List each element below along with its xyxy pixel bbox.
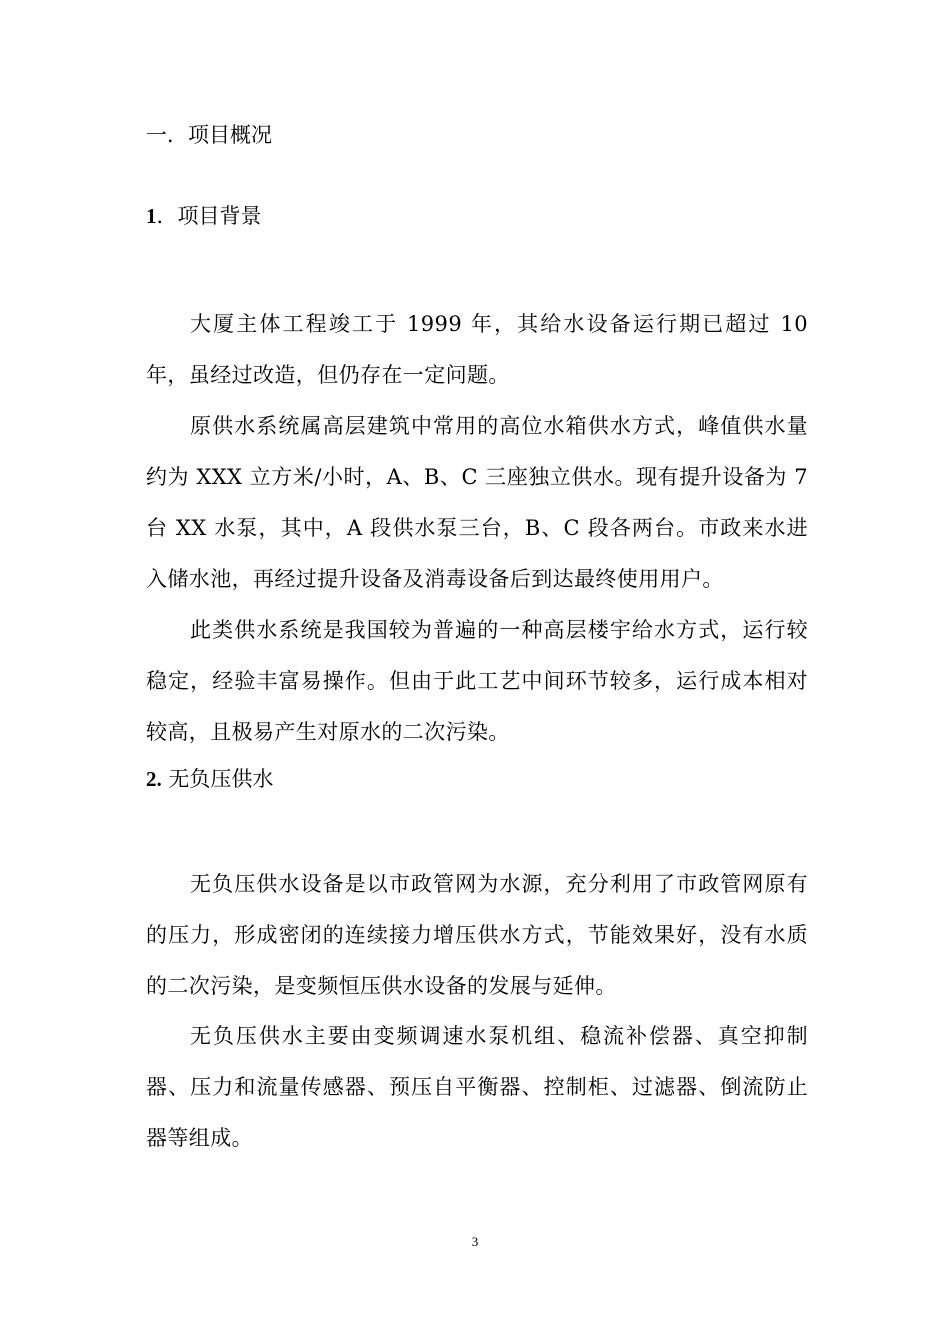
subsection-title: ．项目背景	[156, 204, 262, 228]
paragraph-equipment-components: 无负压供水主要由变频调速水泵机组、稳流补偿器、真空抑制器、压力和流量传感器、预压自平衡器、控制柜、过滤器、倒流防止器等组成。	[146, 1024, 808, 1150]
subsection-number: 1	[146, 204, 157, 228]
subsection-number: 2.	[146, 767, 162, 791]
paragraph-system-evaluation: 此类供水系统是我国较为普遍的一种高层楼宇给水方式，运行较稳定，经验丰富易操作。但由于此工艺中间环节较多，运行成本相对较高，且极易产生对原水的二次污染。	[146, 618, 808, 744]
subsection-heading-background	[146, 206, 262, 227]
section-title: 一．项目概况	[146, 123, 272, 147]
paragraph-equipment-description: 无负压供水设备是以市政管网为水源，充分利用了市政管网原有的压力，形成密闭的连续接力增压供水方式，节能效果好，没有水质的二次污染，是变频恒压供水设备的发展与延伸。	[146, 872, 808, 998]
page-number: 3	[471, 1234, 479, 1249]
paragraph-original-system: 原供水系统属高层建筑中常用的高位水箱供水方式，峰值供水量约为 XXX 立方米/小时，A、B、C 三座独立供水。现有提升设备为 7 台 XX 水泵，其中，A 段供水泵三台，B、C 段各两台。市政来水进入储水池，再经过提升设备及消毒设备后到达最终使用用户。	[146, 414, 808, 591]
paragraph-completion-date: 大厦主体工程竣工于 1999 年，其给水设备运行期已超过 10 年，虽经过改造，但仍存在一定问题。	[146, 312, 808, 387]
subsection-title: 无负压供水	[161, 767, 274, 791]
section-heading	[146, 125, 272, 146]
subsection-heading-non-negative-pressure	[146, 769, 273, 790]
